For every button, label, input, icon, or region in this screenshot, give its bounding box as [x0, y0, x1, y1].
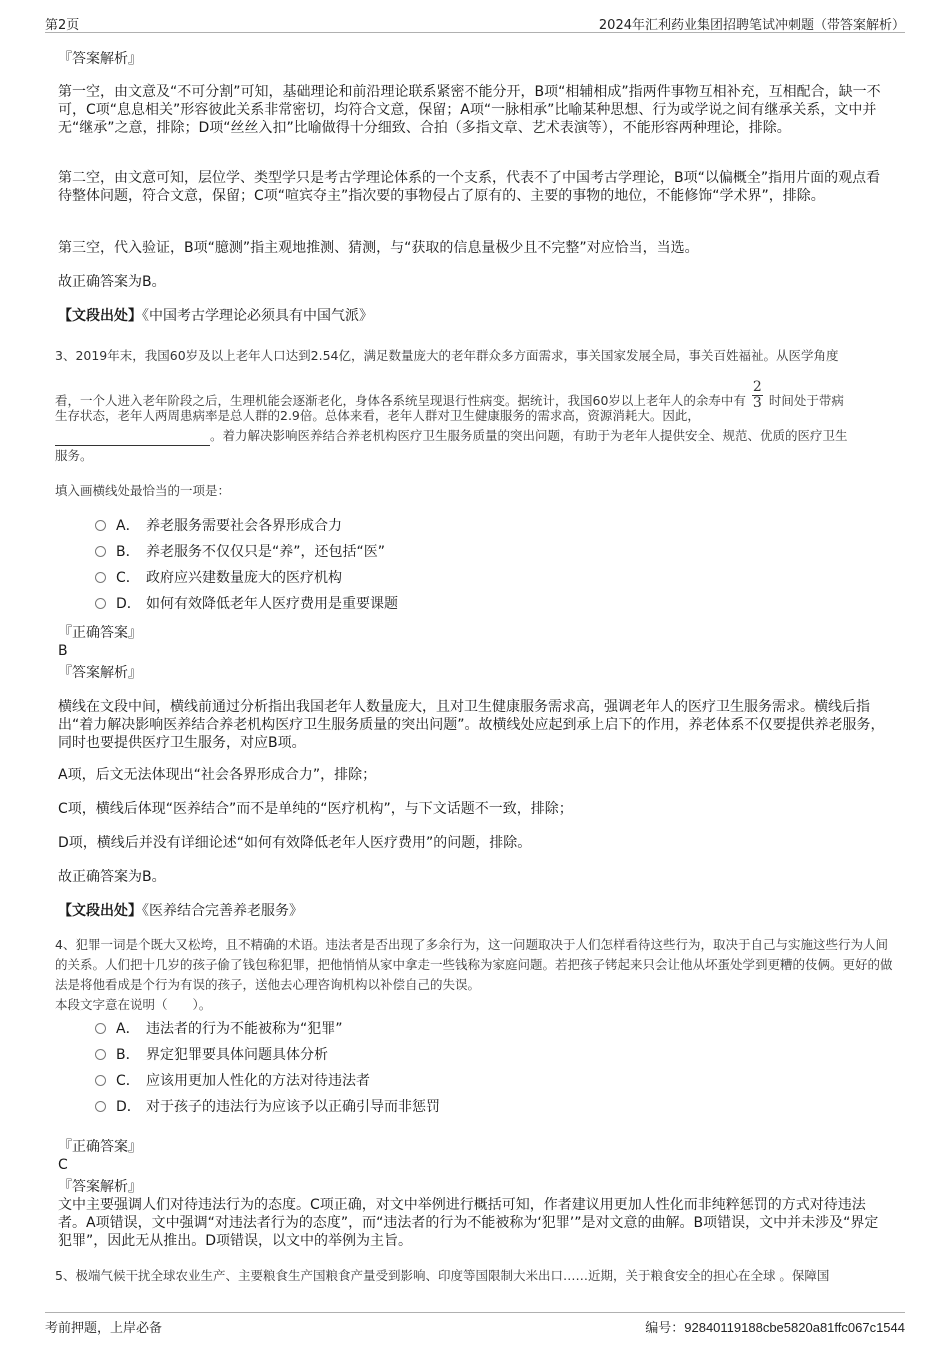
option-letter: A． [116, 518, 140, 534]
radio-icon[interactable] [95, 520, 106, 531]
option-text: 界定犯罪要具体问题具体分析 [146, 1047, 328, 1063]
radio-icon[interactable] [95, 1101, 106, 1112]
q3-stem-line1: 3、2019年末，我国60岁及以上老年人口达到2.54亿，满足数量庞大的老年群众多方面需求，事关国家发展全局，事关百姓福祉。从医学角度 [55, 348, 839, 363]
option-text: 养老服务需要社会各界形成合力 [146, 518, 342, 534]
q4-answer: C [58, 1157, 68, 1173]
q2-analysis-label: 『答案解析』 [58, 51, 142, 67]
footer-slogan: 考前押题，上岸必备 [45, 1321, 163, 1336]
q4-option-d[interactable] [95, 1098, 440, 1116]
option-letter: C． [116, 1073, 140, 1089]
q3-stem-line2-text: 看，一个人进入老年阶段之后，生理机能会逐渐老化，身体各系统呈现退行性病变。据统计，我国60岁以上老年人的余寿中有 [55, 393, 746, 408]
option-text: 如何有效降低老年人医疗费用是重要课题 [146, 596, 398, 612]
q3-prompt: 填入画横线处最恰当的一项是： [55, 483, 231, 498]
option-text: 养老服务不仅仅只是“养”，还包括“医” [146, 544, 386, 560]
q3-analysis-label: 『答案解析』 [58, 665, 142, 681]
q3-stem-line3: 生存状态，老年人两周患病率是总人群的2.9倍。总体来看，老年人群对卫生健康服务的需求高，资源消耗大。因此， [55, 408, 700, 423]
q2-analysis-p2: 第二空，由文意可知，层位学、类型学只是考古学理论体系的一个支系，代表不了中国考古学理论，B项“以偏概全”指用片面的观点看待整体问题，符合文意，保留；C项“喧宾夺主”指次要的事物侵占了原有的、主要的事物的地位，不能修饰“学术界”，排除。 [58, 170, 881, 204]
q5-stem: 5、极端气候干扰全球农业生产、主要粮食生产国粮食产量受到影响、印度等国限制大米出口……近期，关于粮食安全的担心在全球 。保障国 [55, 1268, 830, 1283]
q3-option-a[interactable] [95, 517, 342, 535]
q4-analysis-label: 『答案解析』 [58, 1179, 142, 1195]
q2-source [58, 307, 890, 325]
fraction-denominator: 3 [752, 395, 762, 411]
q3-option-c[interactable] [95, 569, 342, 587]
document-title: 2024年汇利药业集团招聘笔试冲刺题（带答案解析） [598, 18, 905, 33]
option-text: 应该用更加人性化的方法对待违法者 [146, 1073, 370, 1089]
fraction-numerator: 2 [752, 379, 762, 395]
option-letter: C． [116, 570, 140, 586]
q4-option-a[interactable] [95, 1020, 343, 1038]
q4-option-c[interactable] [95, 1072, 370, 1090]
source-label: 【文段出处】 [58, 308, 142, 324]
source-title: 《中国考古学理论必须具有中国气派》 [142, 308, 373, 324]
radio-icon[interactable] [95, 1023, 106, 1034]
source-label: 【文段出处】 [58, 903, 142, 919]
q4-option-b[interactable] [95, 1046, 328, 1064]
option-text: 政府应兴建数量庞大的医疗机构 [146, 570, 342, 586]
q3-analysis-p1: 横线在文段中间，横线前通过分析指出我国老年人数量庞大，且对卫生健康服务需求高，强调老年人的医疗卫生服务需求。横线后指出“着力解决影响医养结合养老机构医疗卫生服务质量的突出问题”。故横线处应起到承上启下的作用，养老体系不仅要提供养老服务，同时也要提供医疗卫生服务，对应B项。 [58, 699, 885, 751]
page-number: 第2页 [45, 18, 80, 33]
q4-answer-label: 『正确答案』 [58, 1139, 142, 1155]
option-text: 违法者的行为不能被称为“犯罪” [146, 1021, 343, 1037]
id-code: 92840119188cbe5820a81ffc067c1544 [684, 1320, 905, 1335]
option-letter: B． [116, 1047, 140, 1063]
radio-icon[interactable] [95, 546, 106, 557]
q3-option-b[interactable] [95, 543, 385, 561]
q3-stem-line4 [55, 426, 900, 446]
page-header [45, 12, 905, 33]
q2-analysis-p3: 第三空，代入验证，B项“臆测”指主观地推测、猜测，与“获取的信息量极少且不完整”对应恰当，当选。 [58, 240, 699, 256]
q2-conclusion: 故正确答案为B。 [58, 274, 166, 290]
q3-answer: B [58, 643, 68, 659]
id-label: 编号： [645, 1321, 685, 1336]
radio-icon[interactable] [95, 572, 106, 583]
q3-stem-line2-tail: 时间处于带病 [768, 393, 844, 408]
q3-answer-label: 『正确答案』 [58, 625, 142, 641]
document-id [645, 1317, 905, 1336]
option-text: 对于孩子的违法行为应该予以正确引导而非惩罚 [146, 1099, 440, 1115]
option-letter: D． [116, 1099, 141, 1115]
page-footer [45, 1312, 905, 1335]
option-letter: A． [116, 1021, 140, 1037]
q3-stem-line4-text: 。着力解决影响医养结合养老机构医疗卫生服务质量的突出问题，有助于为老年人提供安全、规范、优质的医疗卫生 [210, 428, 848, 443]
option-letter: B． [116, 544, 140, 560]
radio-icon[interactable] [95, 1075, 106, 1086]
source-title: 《医养结合完善养老服务》 [142, 903, 303, 919]
q4-stem: 4、犯罪一词是个既大又松垮，且不精确的术语。违法者是否出现了多余行为，这一问题取决于人们怎样看待这些行为，取决于自己与实施这些行为人间的关系。人们把十几岁的孩子偷了钱包称犯罪，把他悄悄从家中拿走一些钱称为家庭问题。若把孩子铐起来只会让他从坏蛋处学到更糟的伎俩。更好的做法是将他看成是个行为有误的孩子，送他去心理咨询机构以补偿自己的失误。 [55, 937, 893, 992]
q2-analysis-p1: 第一空，由文意及“不可分割”可知，基础理论和前沿理论联系紧密不能分开，B项“相辅相成”指两件事物互相补充，互相配合，缺一不可，C项“息息相关”形容彼此关系非常密切，均符合文意，保留；A项“一脉相承”比喻某种思想、行为或学说之间有继承关系，文中并无“继承”之意，排除；D项“丝丝入扣”比喻做得十分细致、合拍（多指文章、艺术表演等），不能形容两种理论，排除。 [58, 84, 881, 136]
q3-analysis-d: D项，横线后并没有详细论述“如何有效降低老年人医疗费用”的问题，排除。 [58, 835, 532, 851]
radio-icon[interactable] [95, 598, 106, 609]
option-letter: D． [116, 596, 141, 612]
q3-option-d[interactable] [95, 595, 398, 613]
fill-blank-line [55, 431, 210, 446]
q3-conclusion: 故正确答案为B。 [58, 869, 166, 885]
radio-icon[interactable] [95, 1049, 106, 1060]
q3-stem-line5: 服务。 [55, 448, 93, 463]
q3-analysis-a: A项，后文无法体现出“社会各界形成合力”，排除； [58, 767, 377, 783]
q4-analysis: 文中主要强调人们对待违法行为的态度。C项正确，对文中举例进行概括可知，作者建议用更加人性化而非纯粹惩罚的方式对待违法者。A项错误，文中强调“对违法者行为的态度”，而“违法者的行为不能被称为‘犯罪’”是对文意的曲解。B项错误，文中并未涉及“界定犯罪”，因此无从推出。D项错误，以文中的举例为主旨。 [58, 1197, 879, 1249]
q3-analysis-c: C项，横线后体现“医养结合”而不是单纯的“医疗机构”，与下文话题不一致，排除； [58, 801, 573, 817]
q3-source [58, 902, 890, 920]
q4-prompt: 本段文字意在说明（ ）。 [55, 997, 212, 1012]
